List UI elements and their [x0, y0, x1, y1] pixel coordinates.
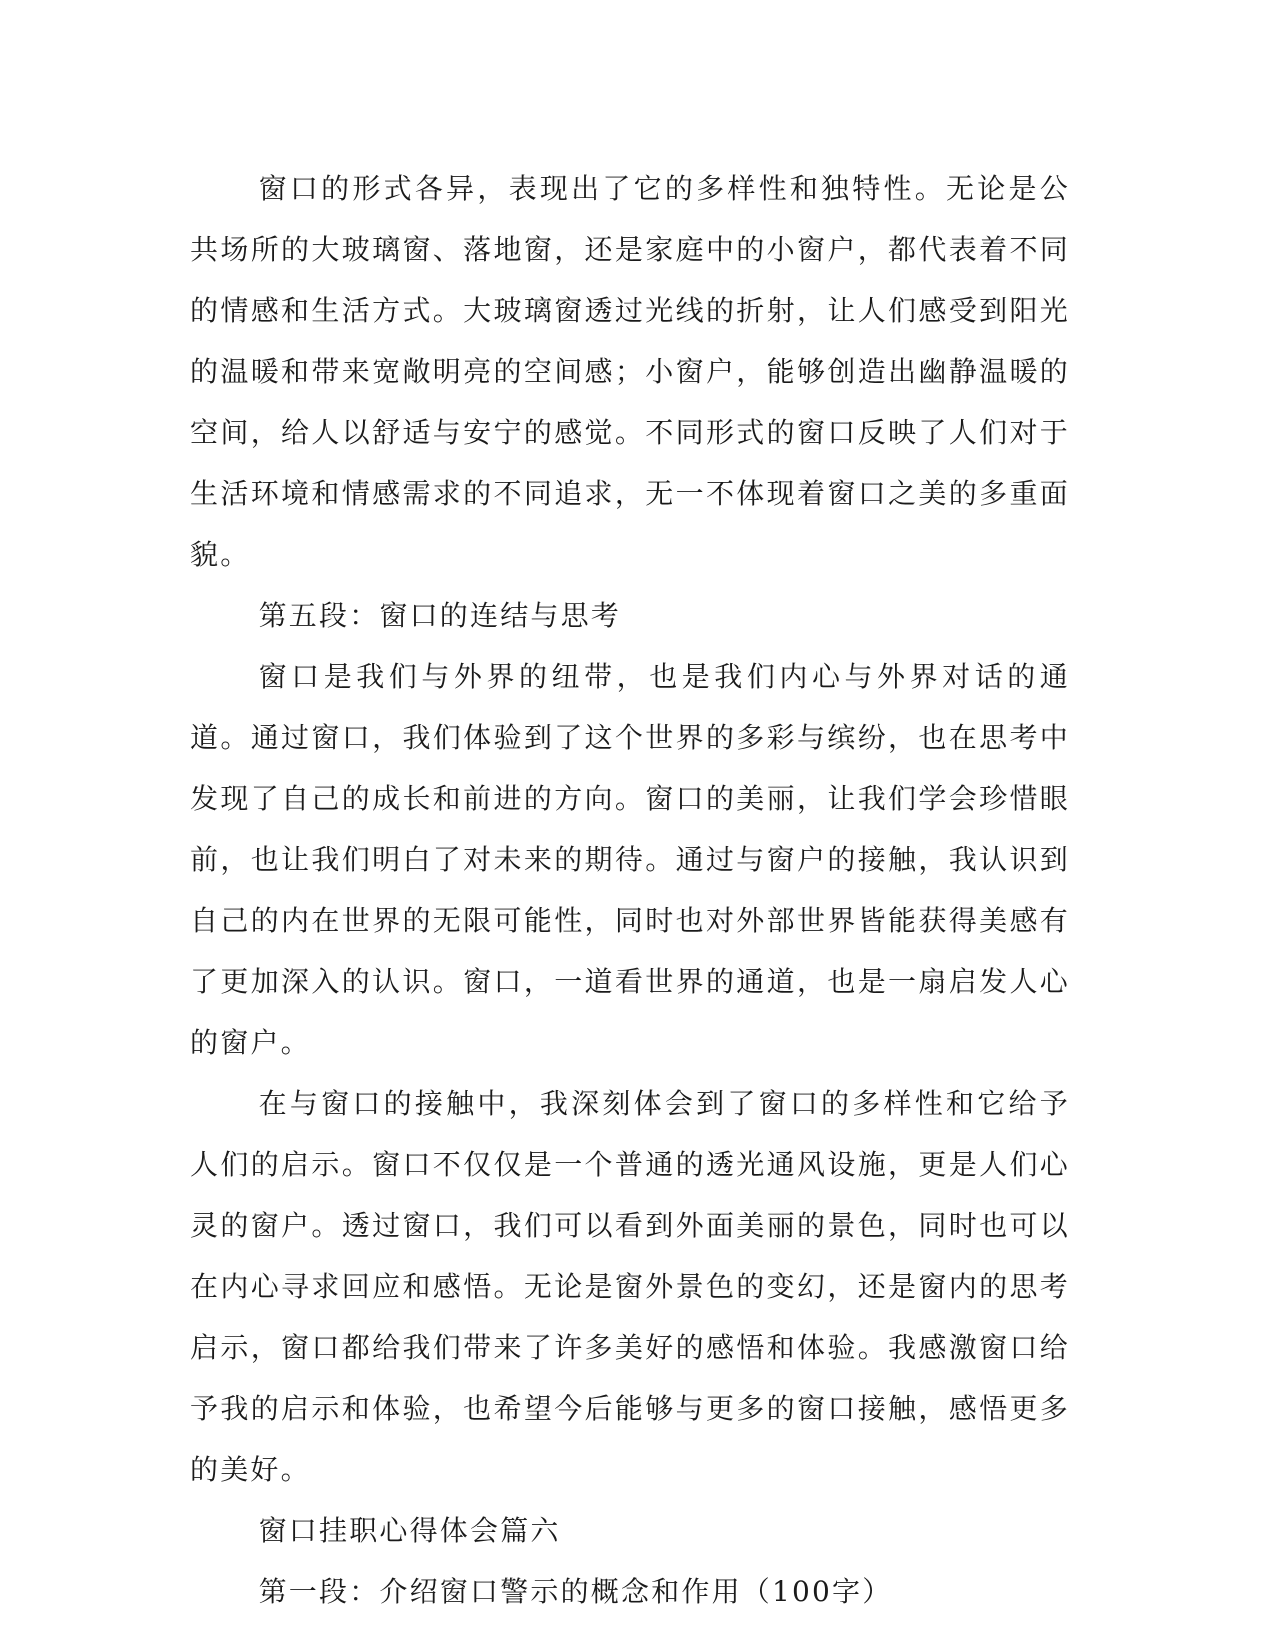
document-body: [190, 158, 1070, 1622]
paragraph-window-reflection: 在与窗口的接触中，我深刻体会到了窗口的多样性和它给予人们的启示。窗口不仅仅是一个普通的透光通风设施，更是人们心灵的窗户。透过窗口，我们可以看到外面美丽的景色，同时也可以在内心寻求回应和感悟。无论是窗外景色的变幻，还是窗内的思考启示，窗口都给我们带来了许多美好的感悟和体验。我感激窗口给予我的启示和体验，也希望今后能够与更多的窗口接触，感悟更多的美好。: [190, 1087, 1070, 1486]
paragraph-window-connection: 窗口是我们与外界的纽带，也是我们内心与外界对话的通道。通过窗口，我们体验到了这个世界的多彩与缤纷，也在思考中发现了自己的成长和前进的方向。窗口的美丽，让我们学会珍惜眼前，也让我们明白了对未来的期待。通过与窗户的接触，我认识到自己的内在世界的无限可能性，同时也对外部世界皆能获得美感有了更加深入的认识。窗口，一道看世界的通道，也是一扇启发人心的窗户。: [190, 660, 1070, 1059]
section-heading-part-one: 第一段：介绍窗口警示的概念和作用（100字）: [258, 1575, 893, 1608]
paragraph-window-forms: 窗口的形式各异，表现出了它的多样性和独特性。无论是公共场所的大玻璃窗、落地窗，还是家庭中的小窗户，都代表着不同的情感和生活方式。大玻璃窗透过光线的折射，让人们感受到阳光的温暖和带来宽敞明亮的空间感；小窗户，能够创造出幽静温暖的空间，给人以舒适与安宁的感觉。不同形式的窗口反映了人们对于生活环境和情感需求的不同追求，无一不体现着窗口之美的多重面貌。: [190, 172, 1070, 571]
chapter-heading-part-six: 窗口挂职心得体会篇六: [258, 1514, 561, 1547]
section-heading-part-five: 第五段：窗口的连结与思考: [258, 599, 621, 632]
